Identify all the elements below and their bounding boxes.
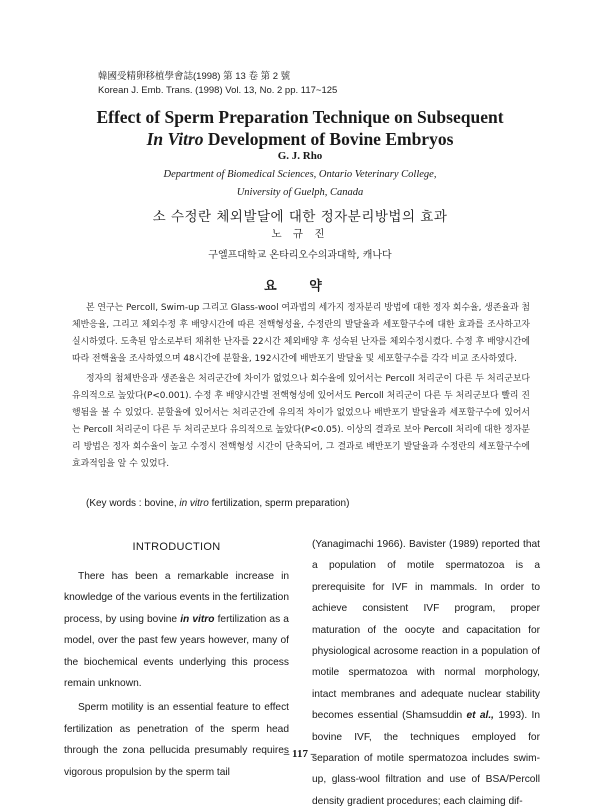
right-text-a: (Yanagimachi 1966). Bavister (1989) reported that a population of motile spermatozoa is a prerequisite for IVF in mammals. In order to achieve consistent IVF program, proper maturation of the oocyte and capacitation for physiological acrosome reaction in a population of motile spermatozoa with normal morphology, intact membranes and adequate nuclear stability becomes essential (Shamsuddin <box>312 539 540 722</box>
abstract-paragraph-2: 정자의 첨체반응과 생존율은 처리군간에 차이가 없었으나 회수율에 있어서는 Percoll 처리군이 다른 두 처리군보다 유의적으로 높았다(P<0.001). 수정 후 배양시간별 전핵형성에 있어서도 Percoll 처리군이 다른 두 처리군보다 빨리 진행됨을 볼 수 있었다. 분할율에 있어서는 처리군간에 유의적 차이가 없었으나 배반포기 발달율과 세포할구수에 있어서는 Percoll 처리군이 다른 두 처리군보다 유의적으로 높았다(P<0.05). 이상의 결과로 보아 Percoll 처리에 대한 정자분리 방법은 정자 회수율이 높고 수정시 전핵형성 시간이 단축되어, 그 결과로 배반포기 발달율과 수정란의 세포할구수에 효과적임을 알 수 있었다. <box>72 374 530 469</box>
korean-title: 소 수정란 체외발달에 대한 정자분리방법의 효과 <box>152 209 448 225</box>
keywords-italic: in vitro <box>179 498 209 509</box>
title-rest: Development of Bovine Embryos <box>203 129 454 149</box>
abstract-paragraph-1: 본 연구는 Percoll, Swim-up 그리고 Glass-wool 여과법의 세가지 정자분리 방법에 대한 정자 회수율, 생존율과 첨체반응율, 그리고 체외수정 후 배양시간에 따른 전핵형성율, 수정란의 발달율과 세포할구수에 대한 효과를 조사하고자 실시하였다. 도축된 암소로부터 채취한 난자를 22시간 체외배양 후 성숙된 난자를 체외수정시켰다. 수정 후 배양시간에 따라 전핵율을 조사하였으며 48시간에 분할율, 192시간에 배반포기 발달율 및 세포할구수를 각각 비교 조사하였다. <box>72 303 530 364</box>
right-paragraph <box>312 534 540 812</box>
title-line-2 <box>0 128 600 150</box>
p1-italic: in vitro <box>180 613 215 625</box>
affiliation-line-2: University of Guelph, Canada <box>236 187 364 198</box>
korean-abstract <box>72 300 530 473</box>
keywords-prefix: (Key words : bovine, <box>86 498 180 509</box>
author-name: G. J. Rho <box>277 150 323 162</box>
intro-paragraph-1 <box>64 566 289 694</box>
keywords-suffix: fertilization, sperm preparation) <box>208 498 350 509</box>
journal-header-korean: 韓國受精卵移植學會誌(1998) 第 13 卷 第 2 號 <box>98 71 291 82</box>
korean-author: 노 규 진 <box>271 228 329 240</box>
title-italic-part: In Vitro <box>146 129 204 149</box>
right-text-b: 1993). In bovine IVF, the techniques employed for separation of motile spermatozoa includes swim-up, glass-wool filtration and use of BSA/Percoll density gradient procedures; each claiming dif- <box>312 710 541 807</box>
author-affiliation <box>0 166 600 202</box>
introduction-heading: INTRODUCTION <box>132 541 221 553</box>
paper-title <box>0 106 600 150</box>
journal-header-english: Korean J. Emb. Trans. (1998) Vol. 13, No. 2 pp. 117~125 <box>98 85 338 96</box>
intro-paragraph-2: Sperm motility is an essential feature to effect fertilization as penetration of the sperm head through the zona pellucida presumably requires vigorous propulsion by the sperm tail <box>64 702 289 778</box>
p1-text-a: There has been a remarkable increase in knowledge of the various events in the fertilization process, by using bovine <box>64 571 289 625</box>
keywords <box>86 498 349 509</box>
affiliation-line-1: Department of Biomedical Sciences, Ontario Veterinary College, <box>163 169 437 180</box>
right-italic: et al., <box>466 710 495 722</box>
p1-text-b: fertilization as a model, over the past few years however, many of the biochemical events underlying this process remain unknown. <box>64 613 289 690</box>
korean-affiliation: 구엘프대학교 온타리오수의과대학, 캐나다 <box>208 250 392 261</box>
journal-header <box>98 70 337 98</box>
title-line-1: Effect of Sperm Preparation Technique on Subsequent <box>96 107 504 127</box>
page-number: – 117 – <box>283 748 317 760</box>
abstract-heading: 요 약 <box>264 279 336 294</box>
right-column <box>312 534 540 812</box>
